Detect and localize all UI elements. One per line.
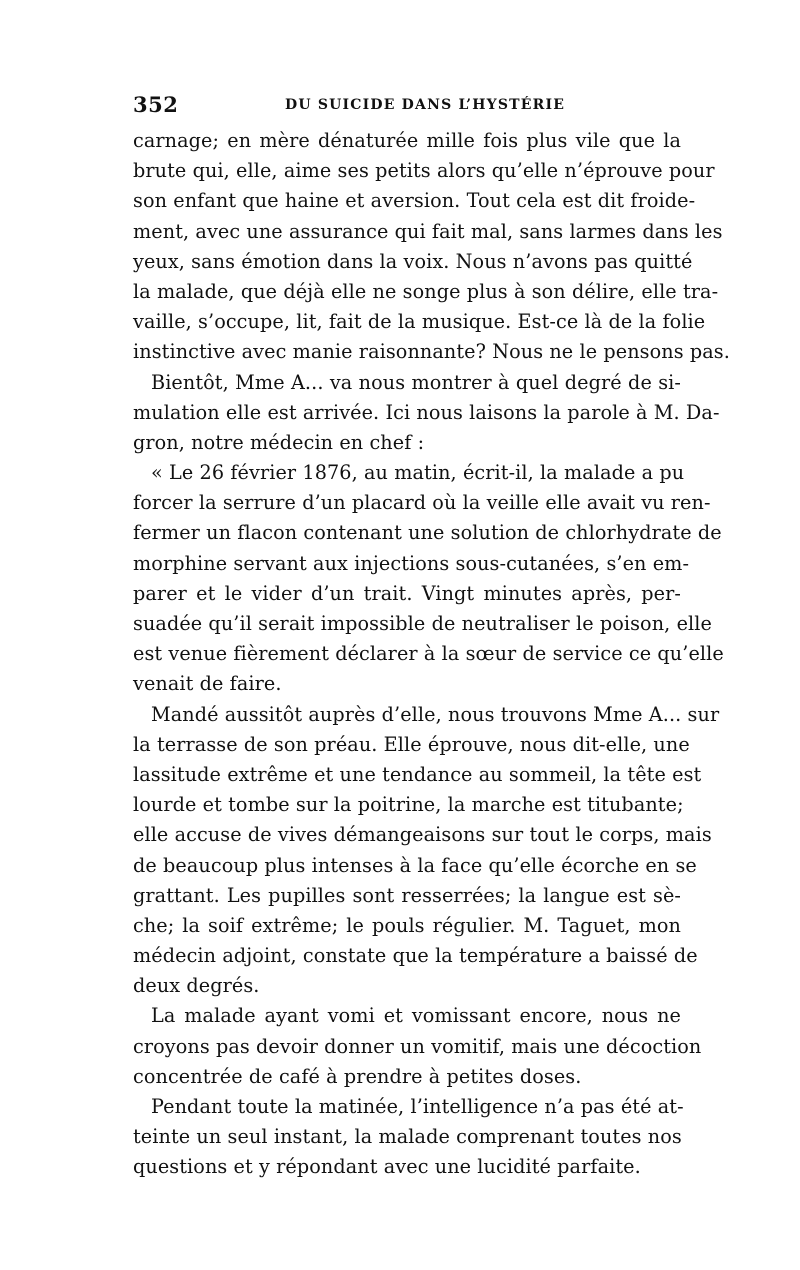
text-line: gron, notre médecin en chef :	[133, 430, 425, 454]
text-line: questions et y répondant avec une lucidité parfaite.	[133, 1155, 641, 1179]
text-line: venait de faire.	[133, 672, 282, 696]
text-line: yeux, sans émotion dans la voix. Nous n’avons pas quitté	[133, 249, 693, 273]
body-text	[133, 126, 730, 1183]
text-line: parer et le vider d’un trait. Vingt minutes après, per-	[133, 581, 681, 605]
text-line: ment, avec une assurance qui fait mal, sans larmes dans les	[133, 219, 723, 243]
text-line: instinctive avec manie raisonnante? Nous ne le pensons pas.	[133, 340, 730, 364]
text-line: che; la soif extrême; le pouls régulier. M. Taguet, mon	[133, 913, 681, 937]
text-line: elle accuse de vives démangeaisons sur tout le corps, mais	[133, 823, 712, 847]
text-line: mulation elle est arrivée. Ici nous laisons la parole à M. Da-	[133, 400, 720, 424]
page-header	[133, 92, 673, 122]
text-line: suadée qu’il serait impossible de neutraliser le poison, elle	[133, 612, 712, 635]
text-line: lourde et tombe sur la poitrine, la marche est titubante;	[133, 793, 684, 817]
text-line: la malade, que déjà elle ne songe plus à son délire, elle tra-	[133, 279, 719, 303]
text-line: morphine servant aux injections sous-cutanées, s’en em-	[133, 551, 690, 575]
text-line: médecin adjoint, constate que la température a baissé de	[133, 944, 698, 968]
text-line: la terrasse de son préau. Elle éprouve, nous dit-elle, une	[133, 732, 690, 756]
text-line: carnage; en mère dénaturée mille fois plus vile que la	[133, 129, 681, 152]
text-line: « Le 26 février 1876, au matin, écrit-il, la malade a pu	[151, 461, 685, 485]
text-line: deux degrés.	[133, 974, 260, 998]
text-line: Pendant toute la matinée, l’intelligence n’a pas été at-	[151, 1095, 684, 1118]
text-line: de beaucoup plus intenses à la face qu’elle écorche en se	[133, 853, 697, 877]
text-line: croyons pas devoir donner un vomitif, mais une décoction	[133, 1034, 702, 1058]
text-line: La malade ayant vomi et vomissant encore, nous ne	[151, 1004, 681, 1028]
text-line: forcer la serrure d’un placard où la veille elle avait vu ren-	[133, 491, 711, 515]
text-line: est venue fièrement déclarer à la sœur de service ce qu’elle	[133, 642, 724, 666]
text-line: vaille, s’occupe, lit, fait de la musique. Est-ce là de la folie	[133, 310, 706, 334]
text-line: son enfant que haine et aversion. Tout cela est dit froide-	[133, 189, 696, 213]
text-line: brute qui, elle, aime ses petits alors qu’elle n’éprouve pour	[133, 159, 715, 183]
text-line: lassitude extrême et une tendance au sommeil, la tête est	[133, 762, 702, 786]
text-line: Bientôt, Mme A... va nous montrer à quel degré de si-	[151, 370, 681, 394]
page-number: 352	[133, 92, 179, 117]
running-title: DU SUICIDE DANS L’HYSTÉRIE	[285, 97, 566, 113]
text-line: Mandé aussitôt auprès d’elle, nous trouvons Mme A... sur	[151, 702, 720, 726]
text-line: concentrée de café à prendre à petites doses.	[133, 1064, 582, 1088]
text-line: fermer un flacon contenant une solution de chlorhydrate de	[133, 521, 722, 545]
text-line: teinte un seul instant, la malade comprenant toutes nos	[133, 1125, 682, 1149]
text-line: grattant. Les pupilles sont resserrées; la langue est sè-	[133, 883, 681, 907]
